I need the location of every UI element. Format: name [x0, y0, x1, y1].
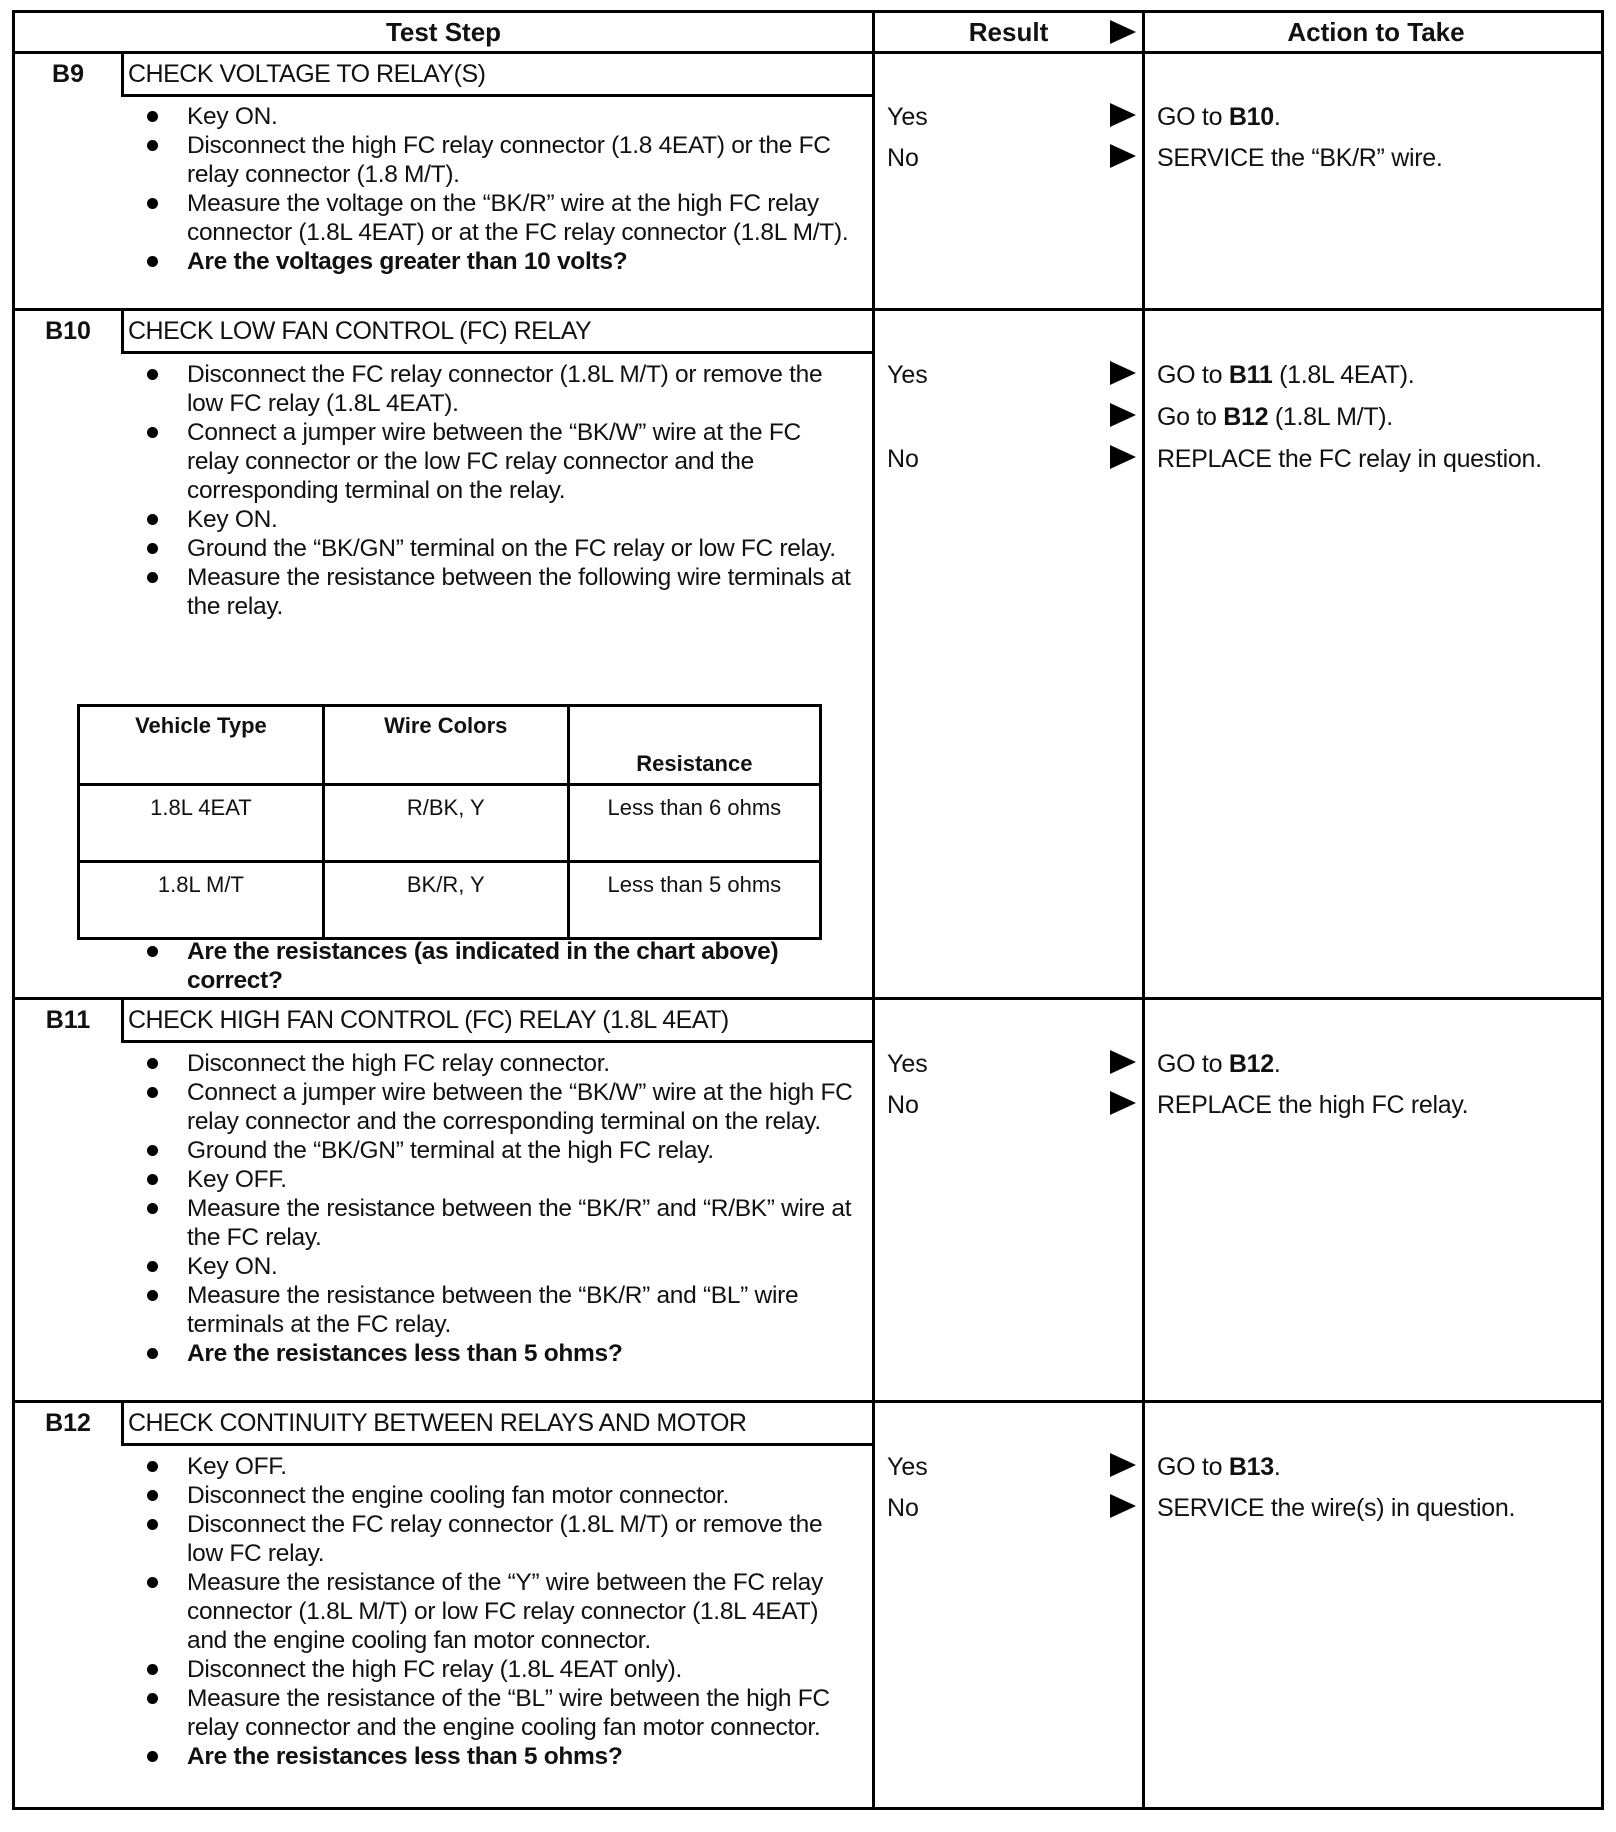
step-id-divider — [121, 1000, 124, 1040]
spec-table-row — [79, 862, 821, 939]
bullet-item: Disconnect the engine cooling fan motor connector. — [135, 1481, 855, 1510]
arrow-right-icon — [1110, 1091, 1136, 1115]
step-title-divider — [121, 1443, 872, 1446]
step-id: B9 — [52, 59, 84, 88]
action-text: REPLACE the FC relay in question. — [1157, 445, 1542, 473]
spec-cell: Less than 6 ohms — [568, 785, 820, 862]
step-reference: B13 — [1228, 1453, 1274, 1481]
action-text: GO to B12. — [1157, 1050, 1281, 1078]
bullet-question: Are the resistances less than 5 ohms? — [135, 1742, 855, 1771]
step-id-divider — [121, 1403, 124, 1443]
diagnostic-table — [12, 10, 1604, 1810]
bullet-question: Are the resistances (as indicated in the chart above) correct? — [135, 937, 855, 995]
bullet-item: Key OFF. — [135, 1165, 855, 1194]
action-text: GO to B11 (1.8L 4EAT). — [1157, 361, 1415, 389]
action-text: Go to B12 (1.8L M/T). — [1157, 403, 1393, 431]
step-title: CHECK LOW FAN CONTROL (FC) RELAY — [128, 316, 592, 345]
bullet-item: Measure the resistance of the “BL” wire between the high FC relay connector and the engine cooling fan motor connector. — [135, 1684, 855, 1742]
step-id: B10 — [45, 316, 91, 345]
action-text: REPLACE the high FC relay. — [1157, 1091, 1469, 1119]
bullet-item: Connect a jumper wire between the “BK/W” wire at the high FC relay connector and the corresponding terminal on the relay. — [135, 1078, 855, 1136]
bullet-item: Measure the resistance of the “Y” wire between the FC relay connector (1.8L M/T) or low FC relay connector (1.8L 4EAT) and the engine cooling fan motor connector. — [135, 1568, 855, 1655]
bullet-question: Are the resistances less than 5 ohms? — [135, 1339, 855, 1368]
bullet-item: Measure the voltage on the “BK/R” wire at the high FC relay connector (1.8L 4EAT) or at the FC relay connector (1.8L M/T). — [135, 189, 855, 247]
header-test-step: Test Step — [385, 16, 502, 47]
arrow-right-icon — [1110, 361, 1136, 385]
bullet-item: Ground the “BK/GN” terminal on the FC relay or low FC relay. — [135, 534, 855, 563]
arrow-right-icon — [1110, 144, 1136, 168]
step-header-b11 — [15, 1000, 872, 1040]
bullet-question: Are the voltages greater than 10 volts? — [135, 247, 855, 276]
step-id-divider — [121, 311, 124, 351]
spec-cell: R/BK, Y — [323, 785, 568, 862]
resistance-spec-table — [77, 704, 822, 940]
action-text: SERVICE the wire(s) in question. — [1157, 1494, 1516, 1522]
step-id: B11 — [45, 1005, 91, 1034]
step-header-b10 — [15, 311, 872, 351]
spec-col-vehicle-type: Vehicle Type — [79, 706, 324, 785]
bullet-item: Disconnect the high FC relay connector. — [135, 1049, 855, 1078]
bullet-item: Ground the “BK/GN” terminal at the high FC relay. — [135, 1136, 855, 1165]
bullet-item: Measure the resistance between the “BK/R” and “BL” wire terminals at the FC relay. — [135, 1281, 855, 1339]
result-no: No — [887, 445, 919, 473]
bullet-item: Key ON. — [135, 102, 855, 131]
header-action: Action to Take — [1287, 16, 1465, 47]
bullet-item: Disconnect the high FC relay (1.8L 4EAT only). — [135, 1655, 855, 1684]
result-no: No — [887, 1091, 919, 1119]
spec-col-wire-colors: Wire Colors — [323, 706, 568, 785]
action-text: SERVICE the “BK/R” wire. — [1157, 144, 1443, 172]
step-title-divider — [121, 351, 872, 354]
spec-cell: 1.8L M/T — [79, 862, 324, 939]
column-divider-action — [1142, 13, 1145, 1807]
bullet-item: Connect a jumper wire between the “BK/W” wire at the FC relay connector or the low FC relay connector and the corresponding terminal on the relay. — [135, 418, 855, 505]
spec-cell: BK/R, Y — [323, 862, 568, 939]
spec-cell: Less than 5 ohms — [568, 862, 820, 939]
step-reference: B10 — [1228, 103, 1274, 131]
action-text: GO to B13. — [1157, 1453, 1281, 1481]
bullet-item: Measure the resistance between the “BK/R” and “R/BK” wire at the FC relay. — [135, 1194, 855, 1252]
arrow-right-icon — [1110, 103, 1136, 127]
spec-table-row — [79, 785, 821, 862]
result-yes: Yes — [887, 1050, 928, 1078]
step-title: CHECK VOLTAGE TO RELAY(S) — [128, 59, 486, 88]
step-header-b12 — [15, 1403, 872, 1443]
step-title: CHECK HIGH FAN CONTROL (FC) RELAY (1.8L 4EAT) — [128, 1005, 729, 1034]
result-yes: Yes — [887, 361, 928, 389]
bullet-item: Measure the resistance between the following wire terminals at the relay. — [135, 563, 855, 621]
step-title: CHECK CONTINUITY BETWEEN RELAYS AND MOTOR — [128, 1408, 747, 1437]
result-yes: Yes — [887, 103, 928, 131]
step-title-divider — [121, 1040, 872, 1043]
step-b10-question — [135, 937, 855, 995]
result-no: No — [887, 1494, 919, 1522]
arrow-right-icon — [1110, 1494, 1136, 1518]
result-yes: Yes — [887, 1453, 928, 1481]
result-no: No — [887, 144, 919, 172]
step-b9-bullets — [135, 102, 855, 276]
arrow-right-icon — [1110, 445, 1136, 469]
step-id-divider — [121, 54, 124, 94]
step-b11-bullets — [135, 1049, 855, 1368]
bullet-item: Disconnect the high FC relay connector (1.8 4EAT) or the FC relay connector (1.8 M/T). — [135, 131, 855, 189]
step-title-divider — [121, 94, 872, 97]
spec-col-resistance: Resistance — [568, 706, 820, 785]
step-reference: B12 — [1223, 403, 1269, 431]
column-divider-result — [872, 13, 875, 1807]
arrow-right-icon — [1110, 403, 1136, 427]
step-reference: B12 — [1228, 1050, 1274, 1078]
step-id: B12 — [45, 1408, 91, 1437]
action-text: GO to B10. — [1157, 103, 1281, 131]
bullet-item: Key OFF. — [135, 1452, 855, 1481]
header-arrow-icon — [1110, 20, 1136, 44]
arrow-right-icon — [1110, 1050, 1136, 1074]
arrow-right-icon — [1110, 1453, 1136, 1477]
step-b10-bullets — [135, 360, 855, 621]
bullet-item: Key ON. — [135, 505, 855, 534]
step-header-b9 — [15, 54, 872, 94]
step-b12-bullets — [135, 1452, 855, 1771]
bullet-item: Key ON. — [135, 1252, 855, 1281]
bullet-item: Disconnect the FC relay connector (1.8L M/T) or remove the low FC relay. — [135, 1510, 855, 1568]
spec-table-header — [79, 706, 821, 785]
bullet-item: Disconnect the FC relay connector (1.8L M/T) or remove the low FC relay (1.8L 4EAT). — [135, 360, 855, 418]
step-reference: B11 — [1228, 361, 1273, 389]
spec-cell: 1.8L 4EAT — [79, 785, 324, 862]
header-result: Result — [968, 16, 1049, 47]
